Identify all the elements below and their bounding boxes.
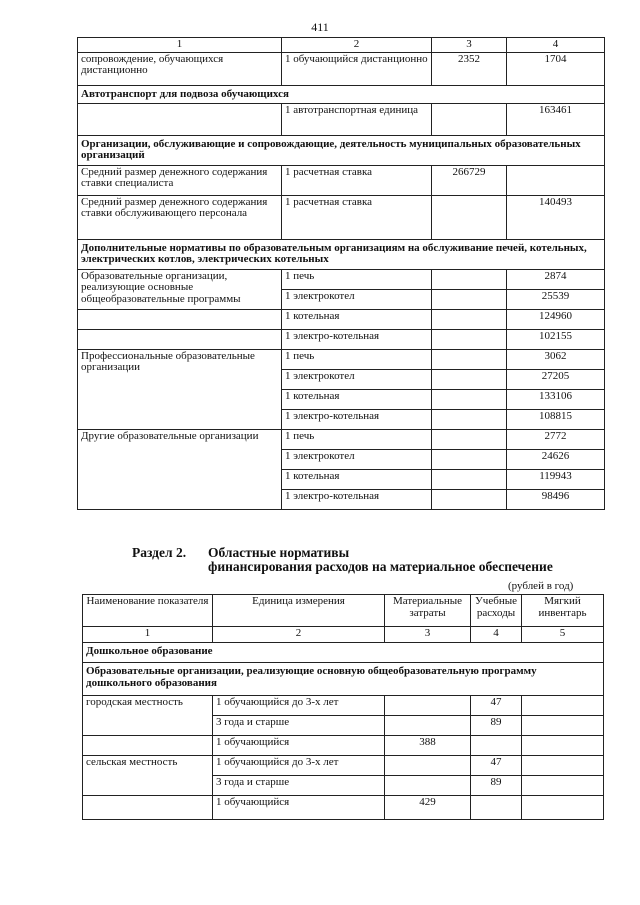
table-row — [83, 696, 604, 716]
row-value-3 — [432, 449, 507, 469]
area-name — [83, 796, 213, 820]
row-value-3 — [432, 269, 507, 289]
table-row — [78, 52, 605, 85]
row-name: сопровождение, обучающихся дистанционно — [78, 52, 282, 85]
row-value-4: 89 — [471, 776, 522, 796]
table-row — [78, 349, 605, 369]
row-unit: 1 обучающийся — [213, 796, 385, 820]
row-value-4: 108815 — [507, 409, 605, 429]
header-row — [83, 595, 604, 627]
row-value-3 — [432, 469, 507, 489]
row-value-3 — [432, 289, 507, 309]
row-value-3 — [432, 103, 507, 135]
section-row — [78, 239, 605, 269]
header-indicator: Наименование показателя — [83, 595, 213, 627]
group-name: Образовательные организации, реализующие основные общеобразовательные программы — [78, 269, 282, 309]
table-row — [78, 269, 605, 289]
row-value-4: 163461 — [507, 103, 605, 135]
row-value-3: 429 — [385, 796, 471, 820]
header-row — [78, 38, 605, 53]
table-row — [83, 756, 604, 776]
row-name — [78, 309, 282, 329]
section-row — [83, 643, 604, 663]
row-value-5 — [522, 696, 604, 716]
row-value-4: 27205 — [507, 369, 605, 389]
group-name: Другие образовательные организации — [78, 429, 282, 509]
col-number-5: 5 — [522, 627, 604, 643]
material-norms-table — [82, 594, 604, 820]
section-extra-norms: Дополнительные нормативы по образовательным организациям на обслуживание печей, котельных, электрических котлов, электрических котельных — [78, 239, 605, 269]
table-row — [78, 195, 605, 239]
table-row — [78, 309, 605, 329]
row-value-3 — [432, 349, 507, 369]
row-unit: 1 обучающийся до 3-х лет — [213, 756, 385, 776]
row-value-4: 2772 — [507, 429, 605, 449]
row-value-4: 124960 — [507, 309, 605, 329]
table-row — [83, 796, 604, 820]
row-unit: 1 обучающийся до 3-х лет — [213, 696, 385, 716]
row-value-3 — [432, 389, 507, 409]
section-number: Раздел 2. — [132, 545, 187, 560]
row-value-3 — [385, 756, 471, 776]
row-unit: 1 печь — [282, 269, 432, 289]
section-row — [78, 85, 605, 103]
row-unit: 1 расчетная ставка — [282, 195, 432, 239]
col-number-2: 2 — [282, 38, 432, 53]
header-material-costs: Материальные затраты — [385, 595, 471, 627]
col-number-3: 3 — [385, 627, 471, 643]
row-value-4 — [471, 736, 522, 756]
section-title-line1: Областные нормативы — [208, 545, 350, 560]
row-unit: 1 обучающийся — [213, 736, 385, 756]
row-value-5 — [522, 756, 604, 776]
section-preschool: Дошкольное образование — [83, 643, 604, 663]
row-unit: 1 котельная — [282, 469, 432, 489]
table-row — [78, 103, 605, 135]
table-row — [83, 736, 604, 756]
row-name — [78, 329, 282, 349]
row-value-5 — [522, 716, 604, 736]
row-value-4 — [471, 796, 522, 820]
section-row — [78, 135, 605, 165]
row-value-3 — [385, 696, 471, 716]
row-value-4: 98496 — [507, 489, 605, 509]
row-value-4: 1704 — [507, 52, 605, 85]
row-unit: 1 обучающийся дистанционно — [282, 52, 432, 85]
header-soft-inventory: Мягкий инвентарь — [522, 595, 604, 627]
row-value-4: 89 — [471, 716, 522, 736]
table-row — [78, 329, 605, 349]
row-value-3: 266729 — [432, 165, 507, 195]
row-unit: 1 электро-котельная — [282, 329, 432, 349]
row-name: Средний размер денежного содержания ставки специалиста — [78, 165, 282, 195]
row-value-3 — [432, 329, 507, 349]
row-unit: 1 электрокотел — [282, 369, 432, 389]
section-row — [83, 663, 604, 696]
row-unit: 3 года и старше — [213, 776, 385, 796]
row-unit: 1 печь — [282, 429, 432, 449]
row-value-5 — [522, 736, 604, 756]
row-value-5 — [522, 776, 604, 796]
row-value-3 — [432, 409, 507, 429]
row-value-3: 388 — [385, 736, 471, 756]
row-value-4: 140493 — [507, 195, 605, 239]
row-unit: 1 электро-котельная — [282, 409, 432, 429]
row-unit: 3 года и старше — [213, 716, 385, 736]
row-name — [78, 103, 282, 135]
col-number-row — [83, 627, 604, 643]
row-value-3: 2352 — [432, 52, 507, 85]
row-unit: 1 котельная — [282, 309, 432, 329]
row-name: Средний размер денежного содержания ставки обслуживающего персонала — [78, 195, 282, 239]
row-value-4: 119943 — [507, 469, 605, 489]
header-study-costs: Учебные расходы — [471, 595, 522, 627]
section-heading — [132, 546, 553, 574]
section-title-line2: финансирования расходов на материальное обеспечение — [208, 559, 553, 574]
units-note: (рублей в год) — [508, 580, 574, 592]
row-value-4: 24626 — [507, 449, 605, 469]
section-service: Организации, обслуживающие и сопровождающие, деятельность муниципальных образовательных организаций — [78, 135, 605, 165]
row-unit: 1 автотранспортная единица — [282, 103, 432, 135]
row-value-4 — [507, 165, 605, 195]
row-value-4: 47 — [471, 756, 522, 776]
row-unit: 1 электрокотел — [282, 289, 432, 309]
area-name: сельская местность — [83, 756, 213, 796]
row-value-3 — [432, 309, 507, 329]
row-value-4: 102155 — [507, 329, 605, 349]
col-number-4: 4 — [507, 38, 605, 53]
row-value-3 — [385, 716, 471, 736]
col-number-1: 1 — [78, 38, 282, 53]
area-name — [83, 736, 213, 756]
section-heading-line1 — [132, 546, 553, 560]
row-value-5 — [522, 796, 604, 820]
row-value-3 — [432, 369, 507, 389]
row-value-4: 25539 — [507, 289, 605, 309]
group-name: Профессиональные образовательные организации — [78, 349, 282, 429]
row-value-4: 133106 — [507, 389, 605, 409]
col-number-2: 2 — [213, 627, 385, 643]
row-unit: 1 печь — [282, 349, 432, 369]
row-unit: 1 котельная — [282, 389, 432, 409]
table-row — [78, 165, 605, 195]
page-number: 411 — [311, 20, 329, 34]
row-unit: 1 расчетная ставка — [282, 165, 432, 195]
row-value-3 — [432, 429, 507, 449]
row-value-4: 47 — [471, 696, 522, 716]
row-value-4: 2874 — [507, 269, 605, 289]
section-transport: Автотранспорт для подвоза обучающихся — [78, 85, 605, 103]
col-number-3: 3 — [432, 38, 507, 53]
col-number-1: 1 — [83, 627, 213, 643]
header-unit: Единица измерения — [213, 595, 385, 627]
area-name: городская местность — [83, 696, 213, 736]
row-value-4: 3062 — [507, 349, 605, 369]
table-row — [78, 429, 605, 449]
col-number-4: 4 — [471, 627, 522, 643]
row-value-3 — [432, 489, 507, 509]
subsection-preschool-orgs: Образовательные организации, реализующие основную общеобразовательную программу дошкольного образования — [83, 663, 604, 696]
norms-table-continued — [77, 37, 605, 510]
row-unit: 1 электрокотел — [282, 449, 432, 469]
row-value-3 — [432, 195, 507, 239]
row-unit: 1 электро-котельная — [282, 489, 432, 509]
row-value-3 — [385, 776, 471, 796]
